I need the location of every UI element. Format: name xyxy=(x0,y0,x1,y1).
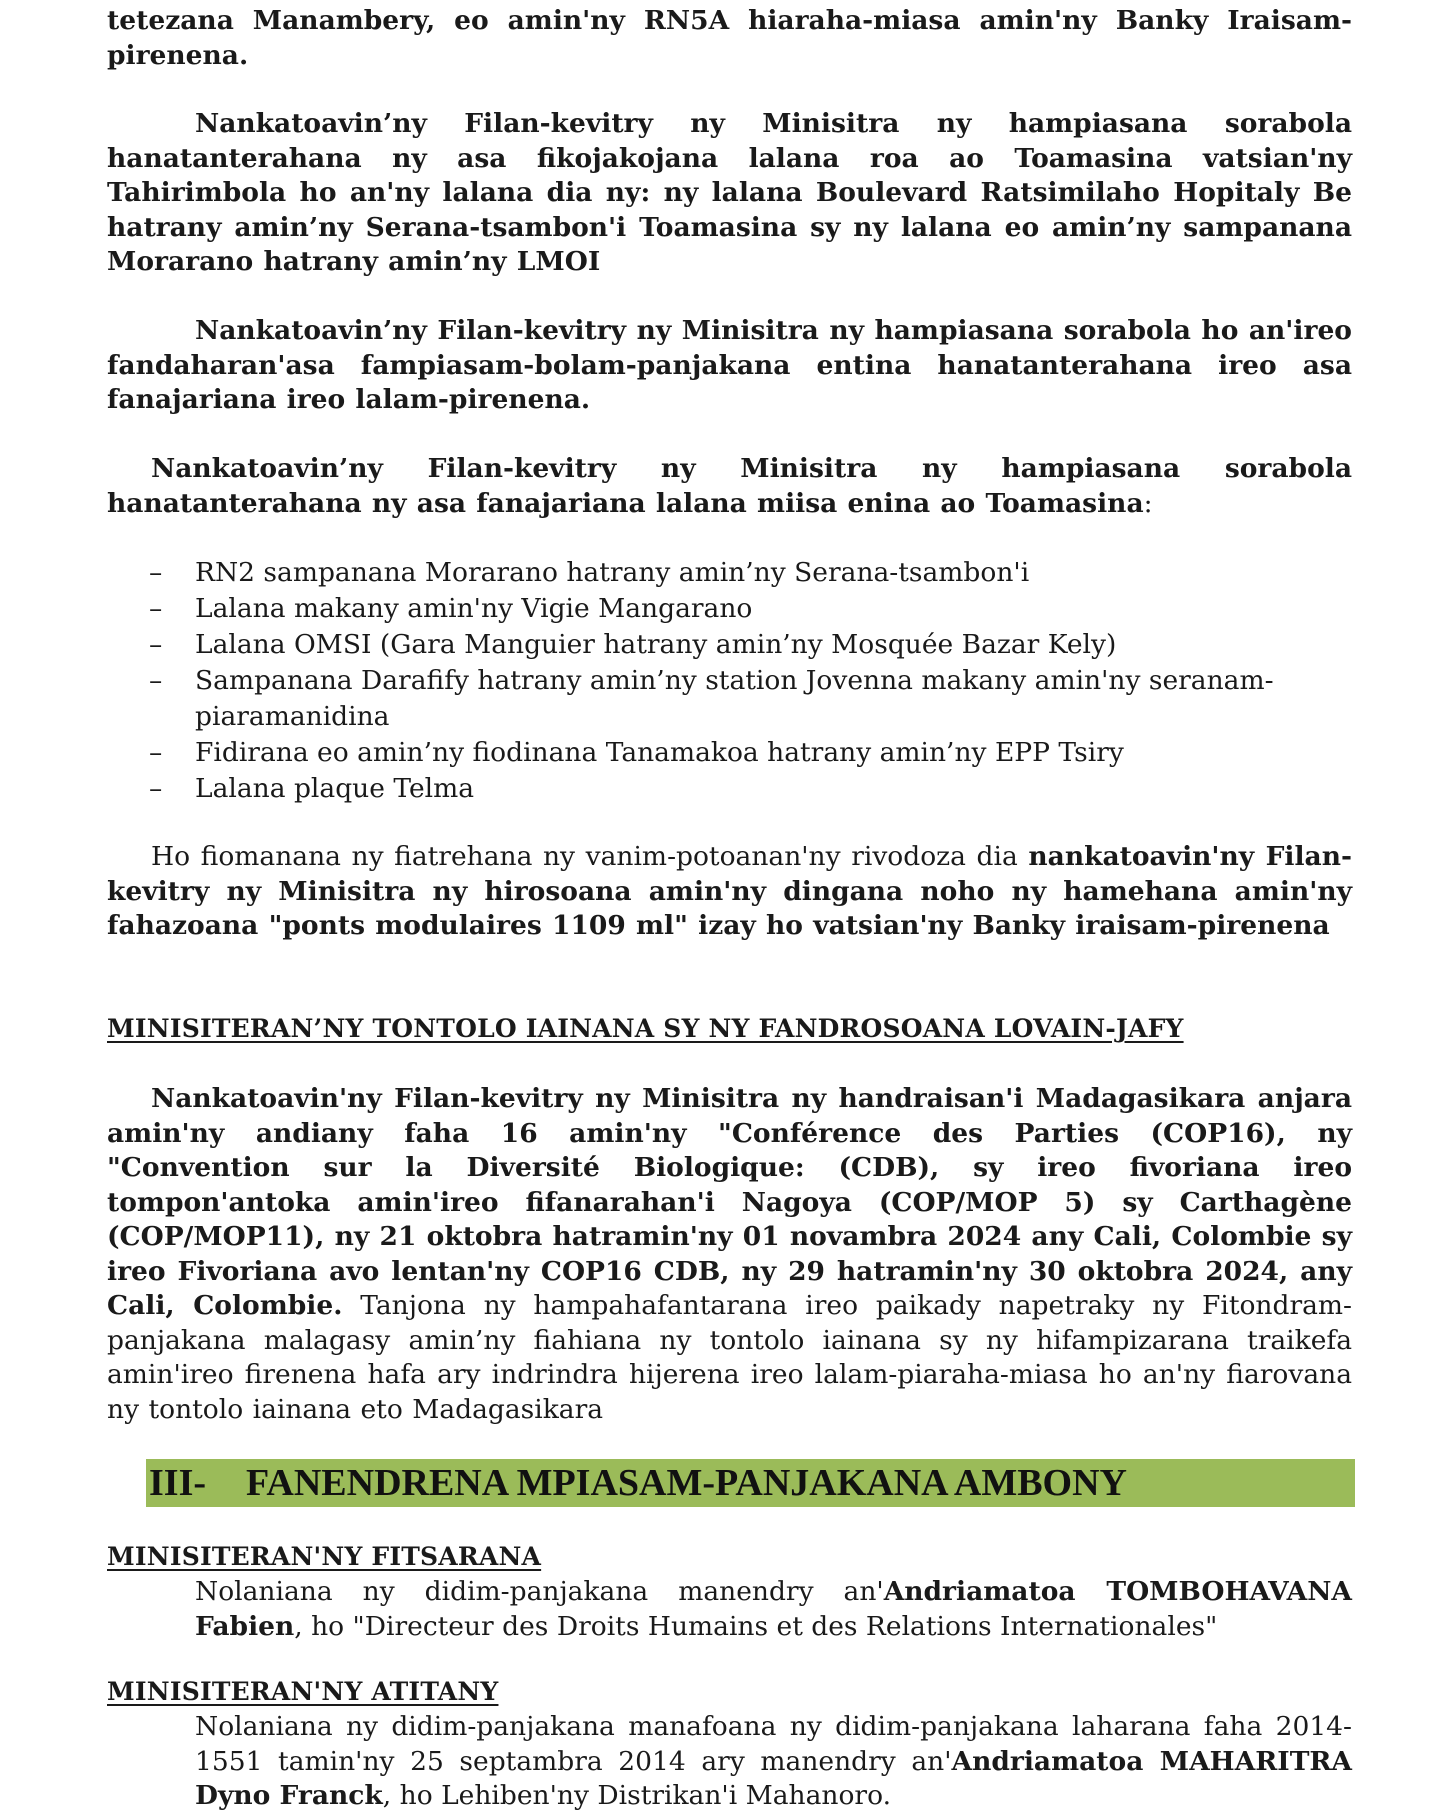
list-item-text: Lalana plaque Telma xyxy=(195,773,475,804)
list-item-text: Lalana OMSI (Gara Manguier hatrany amin’ny Mosquée Bazar Kely) xyxy=(195,629,1117,660)
section-heading-tontolo-iainana: MINISITERAN’NY TONTOLO IAINANA SY NY FANDROSOANA LOVAIN-JAFY xyxy=(107,1014,1184,1043)
dash-marker: – xyxy=(149,557,163,588)
list-item xyxy=(107,771,1352,807)
road-list xyxy=(107,555,1352,807)
dash-marker: – xyxy=(149,593,163,624)
paragraph-fandaharan-asa xyxy=(107,314,1352,418)
paragraph-text: Tanjona ny hampahafantarana ireo paikady napetraky ny Fitondram-panjakana malagasy amin’ny fiahiana ny tontolo iainana sy ny hifampizarana traikefa amin'ireo firenena hafa ary indrindra hijerena ireo lalam-piaraha-miasa ho an'ny fiarovana ny tontolo iainana eto Madagasikara xyxy=(107,1290,1353,1425)
paragraph-atitany xyxy=(195,1710,1352,1814)
paragraph-text: tetezana Manambery, eo amin'ny RN5A hiaraha-miasa amin'ny Banky Iraisam-pirenena. xyxy=(107,5,1352,71)
list-item-text: Lalana makany amin'ny Vigie Mangarano xyxy=(195,593,753,624)
appointee-name: Andriamatoa TOMBOHAVANA Fabien xyxy=(195,1576,1352,1642)
paragraph-bold-text: Nankatoavin'ny Filan-kevitry ny Minisitra ny handraisan'i Madagasikara anjara amin'ny andiany faha 16 amin'ny "Conférence des Parties (COP16), ny "Convention sur la Diversité Biologique: (CDB), sy ireo fivoriana ireo tompon'antoka amin'ireo fifanarahan'i Nagoya (COP/MOP 5) sy Carthagène (COP/MOP11), ny 21 oktobra hatramin'ny 01 novambra 2024 any Cali, Colombie sy ireo Fivoriana avo lentan'ny COP16 CDB, ny 29 hatramin'ny 30 oktobra 2024, any Cali, Colombie. xyxy=(107,1083,1352,1321)
list-item xyxy=(107,591,1352,627)
list-item-text: RN2 sampanana Morarano hatrany amin’ny Serana-tsambon'i xyxy=(195,557,1030,588)
paragraph-text: Nolaniana ny didim-panjakana manafoana ny didim-panjakana laharana faha 2014-1551 tamin'ny 25 septambra 2014 ary manendry an' xyxy=(195,1711,1352,1777)
list-item xyxy=(107,735,1352,771)
paragraph-rn5a xyxy=(107,4,1352,73)
paragraph-rivodoza xyxy=(107,840,1352,944)
section-heading-fitsarana: MINISITERAN'NY FITSARANA xyxy=(107,1542,542,1571)
paragraph-lalana-roa xyxy=(107,107,1352,280)
list-item xyxy=(107,663,1352,735)
list-item-text: Sampanana Darafify hatrany amin’ny station Jovenna makany amin'ny seranam-piaramanidina xyxy=(195,665,1274,732)
dash-marker: – xyxy=(149,665,163,696)
paragraph-colon: : xyxy=(1143,487,1153,519)
dash-marker: – xyxy=(149,629,163,660)
paragraph-text: , ho "Directeur des Droits Humains et des Relations Internationales" xyxy=(294,1610,1218,1642)
paragraph-text: , ho Lehiben'ny Distrikan'i Mahanoro. xyxy=(382,1780,891,1811)
paragraph-text: Nankatoavin’ny Filan-kevitry ny Minisitra ny hampiasana sorabola ho an'ireo fandaharan'asa fampiasam-bolam-panjakana entina hanatanterahana ireo asa fanajariana ireo lalam-pirenena. xyxy=(107,315,1352,415)
paragraph-text: Nankatoavin’ny Filan-kevitry ny Minisitra ny hampiasana sorabola hanatanterahana ny asa fikojakojana lalana roa ao Toamasina vatsian'ny Tahirimbola ho an'ny lalana dia ny: ny lalana Boulevard Ratsimilaho Hopitaly Be hatrany amin’ny Serana-tsambon'i Toamasina sy ny lalana eo amin’ny sampanana Morarano hatrany amin’ny LMOI xyxy=(107,108,1352,277)
appointee-name: Andriamatoa MAHARITRA Dyno Franck xyxy=(195,1745,1352,1811)
paragraph-text: Nankatoavin’ny Filan-kevitry ny Minisitra ny hampiasana sorabola hanatanterahana ny asa fanajariana lalana miisa enina ao Toamasina xyxy=(107,453,1352,519)
paragraph-text: Nolaniana ny didim-panjakana manendry an' xyxy=(195,1576,884,1607)
list-item xyxy=(107,627,1352,663)
list-item-text: Fidirana eo amin’ny fiodinana Tanamakoa hatrany amin’ny EPP Tsiry xyxy=(195,737,1124,768)
dash-marker: – xyxy=(149,737,163,768)
list-item xyxy=(107,555,1352,591)
paragraph-fitsarana xyxy=(195,1575,1352,1644)
section-heading-atitany: MINISITERAN'NY ATITANY xyxy=(107,1677,499,1706)
paragraph-text: Ho fiomanana ny fiatrehana ny vanim-potoanan'ny rivodoza dia xyxy=(151,841,1029,872)
paragraph-lalana-enina xyxy=(107,452,1352,521)
section-title: FANENDRENA MPIASAM-PANJAKANA AMBONY xyxy=(246,1462,1127,1504)
paragraph-bold-text: nankatoavin'ny Filan-kevitry ny Minisitra ny hirosoana amin'ny dingana noho ny hamehana amin'ny fahazoana "ponts modulaires 1109 ml" izay ho vatsian'ny Banky iraisam-pirenena xyxy=(107,841,1352,941)
section-banner xyxy=(146,1459,1355,1507)
section-number: III- xyxy=(149,1462,207,1504)
dash-marker: – xyxy=(149,773,163,804)
paragraph-cop16 xyxy=(107,1082,1352,1427)
